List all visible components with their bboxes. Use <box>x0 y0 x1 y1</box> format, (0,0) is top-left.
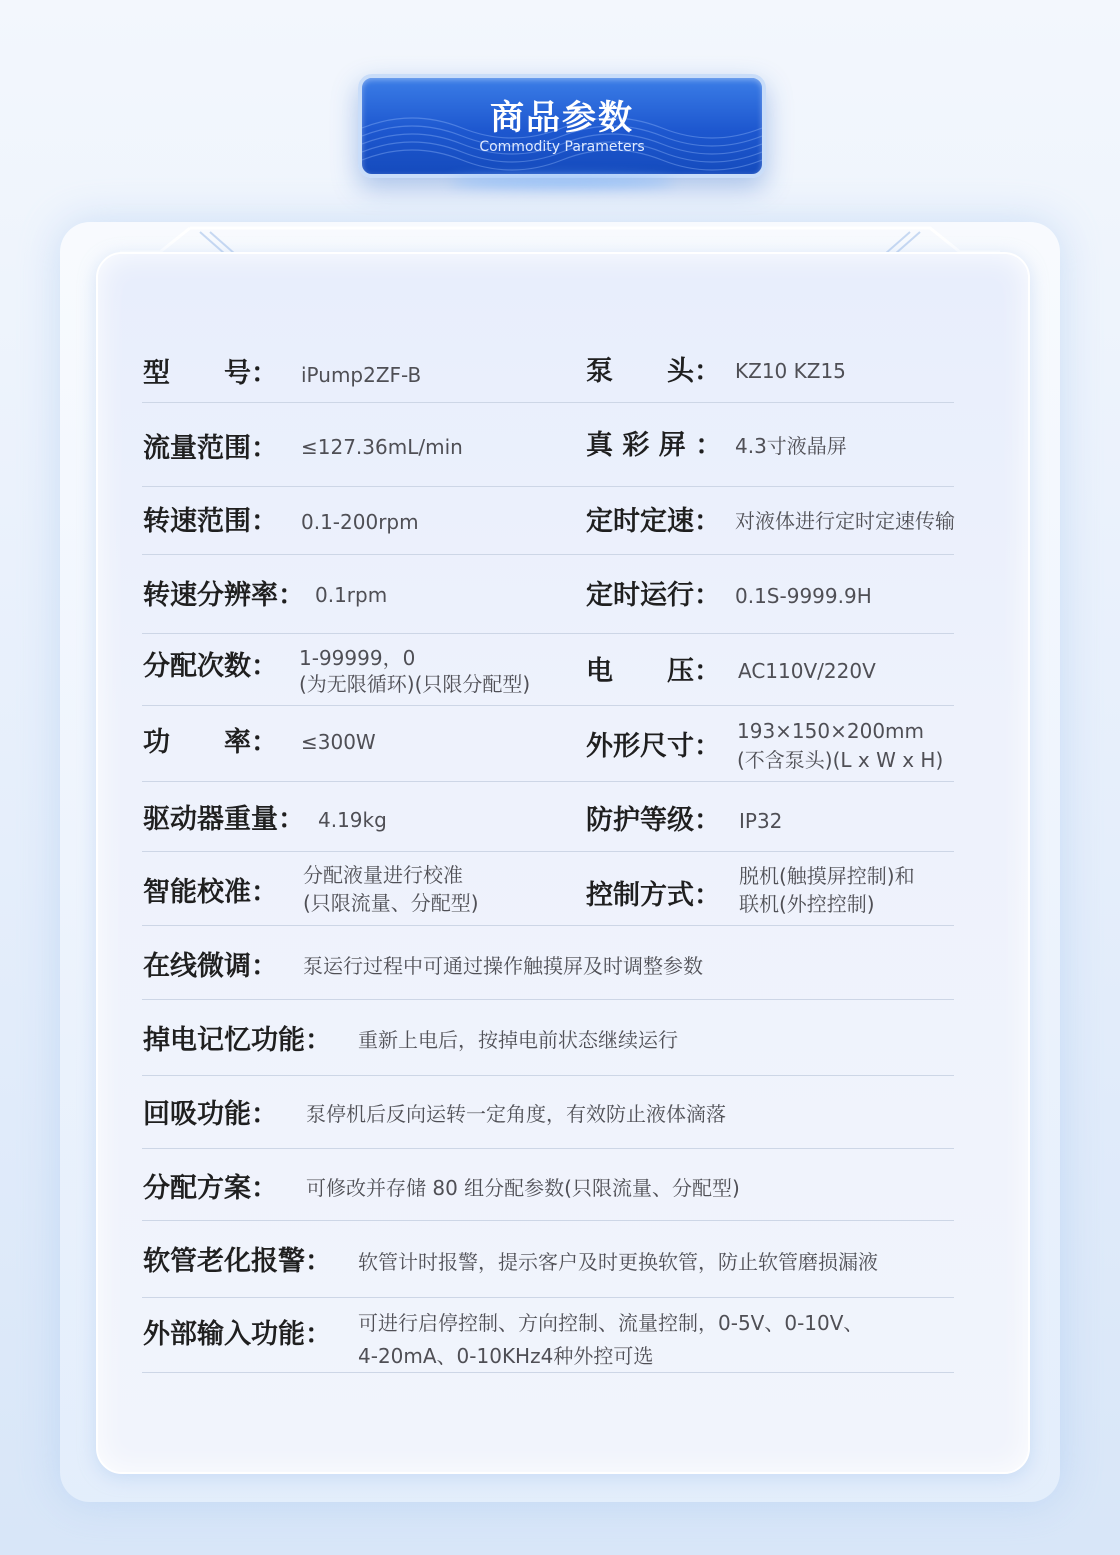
spec-label-timed-run: 定时运行： <box>586 580 721 611</box>
row-divider <box>142 1220 954 1221</box>
spec-label-external-input: 外部输入功能： <box>143 1319 332 1350</box>
row-divider <box>142 925 954 926</box>
spec-value-dimensions-line1: 193×150×200mm <box>737 719 925 743</box>
spec-value-smart-calibration-line2: (只限流量、分配型) <box>303 891 479 915</box>
spec-label-flow-range: 流量范围： <box>143 433 278 464</box>
spec-value-dimensions-line2: (不含泵头)(L x W x H) <box>737 748 944 772</box>
spec-value-dispense-count-line2: (为无限循环)(只限分配型) <box>299 672 531 696</box>
spec-label-speed-range: 转速范围： <box>143 506 278 537</box>
row-divider <box>142 1297 954 1298</box>
spec-label-suck-back: 回吸功能： <box>143 1099 278 1130</box>
spec-label-drive-weight: 驱动器重量： <box>143 804 305 835</box>
spec-label-dispense-scheme: 分配方案： <box>143 1173 278 1204</box>
header-banner <box>358 74 766 178</box>
spec-value-speed-range: 0.1-200rpm <box>301 510 419 534</box>
spec-value-protection-level: IP32 <box>739 809 783 833</box>
spec-label-smart-calibration: 智能校准： <box>143 877 278 908</box>
spec-value-power-off-memory: 重新上电后，按掉电前状态继续运行 <box>358 1028 678 1052</box>
spec-value-control-mode-line2: 联机(外控控制) <box>739 892 875 916</box>
spec-label-dimensions: 外形尺寸： <box>586 731 721 762</box>
spec-value-suck-back: 泵停机后反向运转一定角度，有效防止液体滴落 <box>306 1102 726 1126</box>
spec-label-control-mode: 控制方式： <box>586 880 721 911</box>
spec-label-online-tuning: 在线微调： <box>143 951 278 982</box>
row-divider <box>142 1372 954 1373</box>
row-divider <box>142 486 954 487</box>
spec-value-external-input-line1: 可进行启停控制、方向控制、流量控制，0-5V、0-10V、 <box>358 1311 864 1335</box>
spec-value-speed-resolution: 0.1rpm <box>315 583 388 607</box>
spec-label-protection-level: 防护等级： <box>586 805 721 836</box>
spec-value-pump-head: KZ10 KZ15 <box>735 359 846 383</box>
row-divider <box>142 851 954 852</box>
spec-value-tube-aging-alarm: 软管计时报警，提示客户及时更换软管，防止软管磨损漏液 <box>358 1250 878 1274</box>
spec-value-external-input-line2: 4-20mA、0-10KHz4种外控可选 <box>358 1344 654 1368</box>
page-title: 商品参数 <box>490 98 634 138</box>
spec-label-tube-aging-alarm: 软管老化报警： <box>143 1246 332 1277</box>
row-divider <box>142 554 954 555</box>
spec-value-power: ≤300W <box>301 730 376 754</box>
spec-label-model: 型 号： <box>143 358 278 389</box>
spec-value-control-mode-line1: 脱机(触摸屏控制)和 <box>739 864 915 888</box>
spec-value-flow-range: ≤127.36mL/min <box>301 435 463 459</box>
spec-label-voltage: 电 压： <box>586 656 721 687</box>
spec-value-voltage: AC110V/220V <box>738 659 876 683</box>
row-divider <box>142 1075 954 1076</box>
spec-value-dispense-count-line1: 1-99999，0 <box>299 646 416 670</box>
spec-value-drive-weight: 4.19kg <box>318 808 387 832</box>
spec-label-screen: 真 彩 屏 ： <box>586 430 723 461</box>
spec-label-pump-head: 泵 头： <box>586 356 721 387</box>
row-divider <box>142 402 954 403</box>
banner-glow <box>450 176 674 188</box>
spec-value-smart-calibration-line1: 分配液量进行校准 <box>303 863 463 887</box>
spec-label-timed-speed: 定时定速： <box>586 506 721 537</box>
page-subtitle: Commodity Parameters <box>479 139 645 155</box>
row-divider <box>142 781 954 782</box>
row-divider <box>142 1148 954 1149</box>
spec-value-dispense-scheme: 可修改并存储 80 组分配参数(只限流量、分配型) <box>306 1176 740 1200</box>
spec-label-speed-resolution: 转速分辨率： <box>143 580 305 611</box>
spec-value-online-tuning: 泵运行过程中可通过操作触摸屏及时调整参数 <box>303 954 703 978</box>
spec-value-screen: 4.3寸液晶屏 <box>735 434 847 458</box>
row-divider <box>142 999 954 1000</box>
spec-label-power-off-memory: 掉电记忆功能： <box>143 1025 332 1056</box>
spec-value-timed-run: 0.1S-9999.9H <box>735 584 872 608</box>
row-divider <box>142 633 954 634</box>
spec-label-power: 功 率： <box>143 727 278 758</box>
spec-label-dispense-count: 分配次数： <box>143 651 278 682</box>
spec-value-model: iPump2ZF-B <box>301 363 422 387</box>
spec-value-timed-speed: 对液体进行定时定速传输 <box>735 509 955 533</box>
row-divider <box>142 705 954 706</box>
